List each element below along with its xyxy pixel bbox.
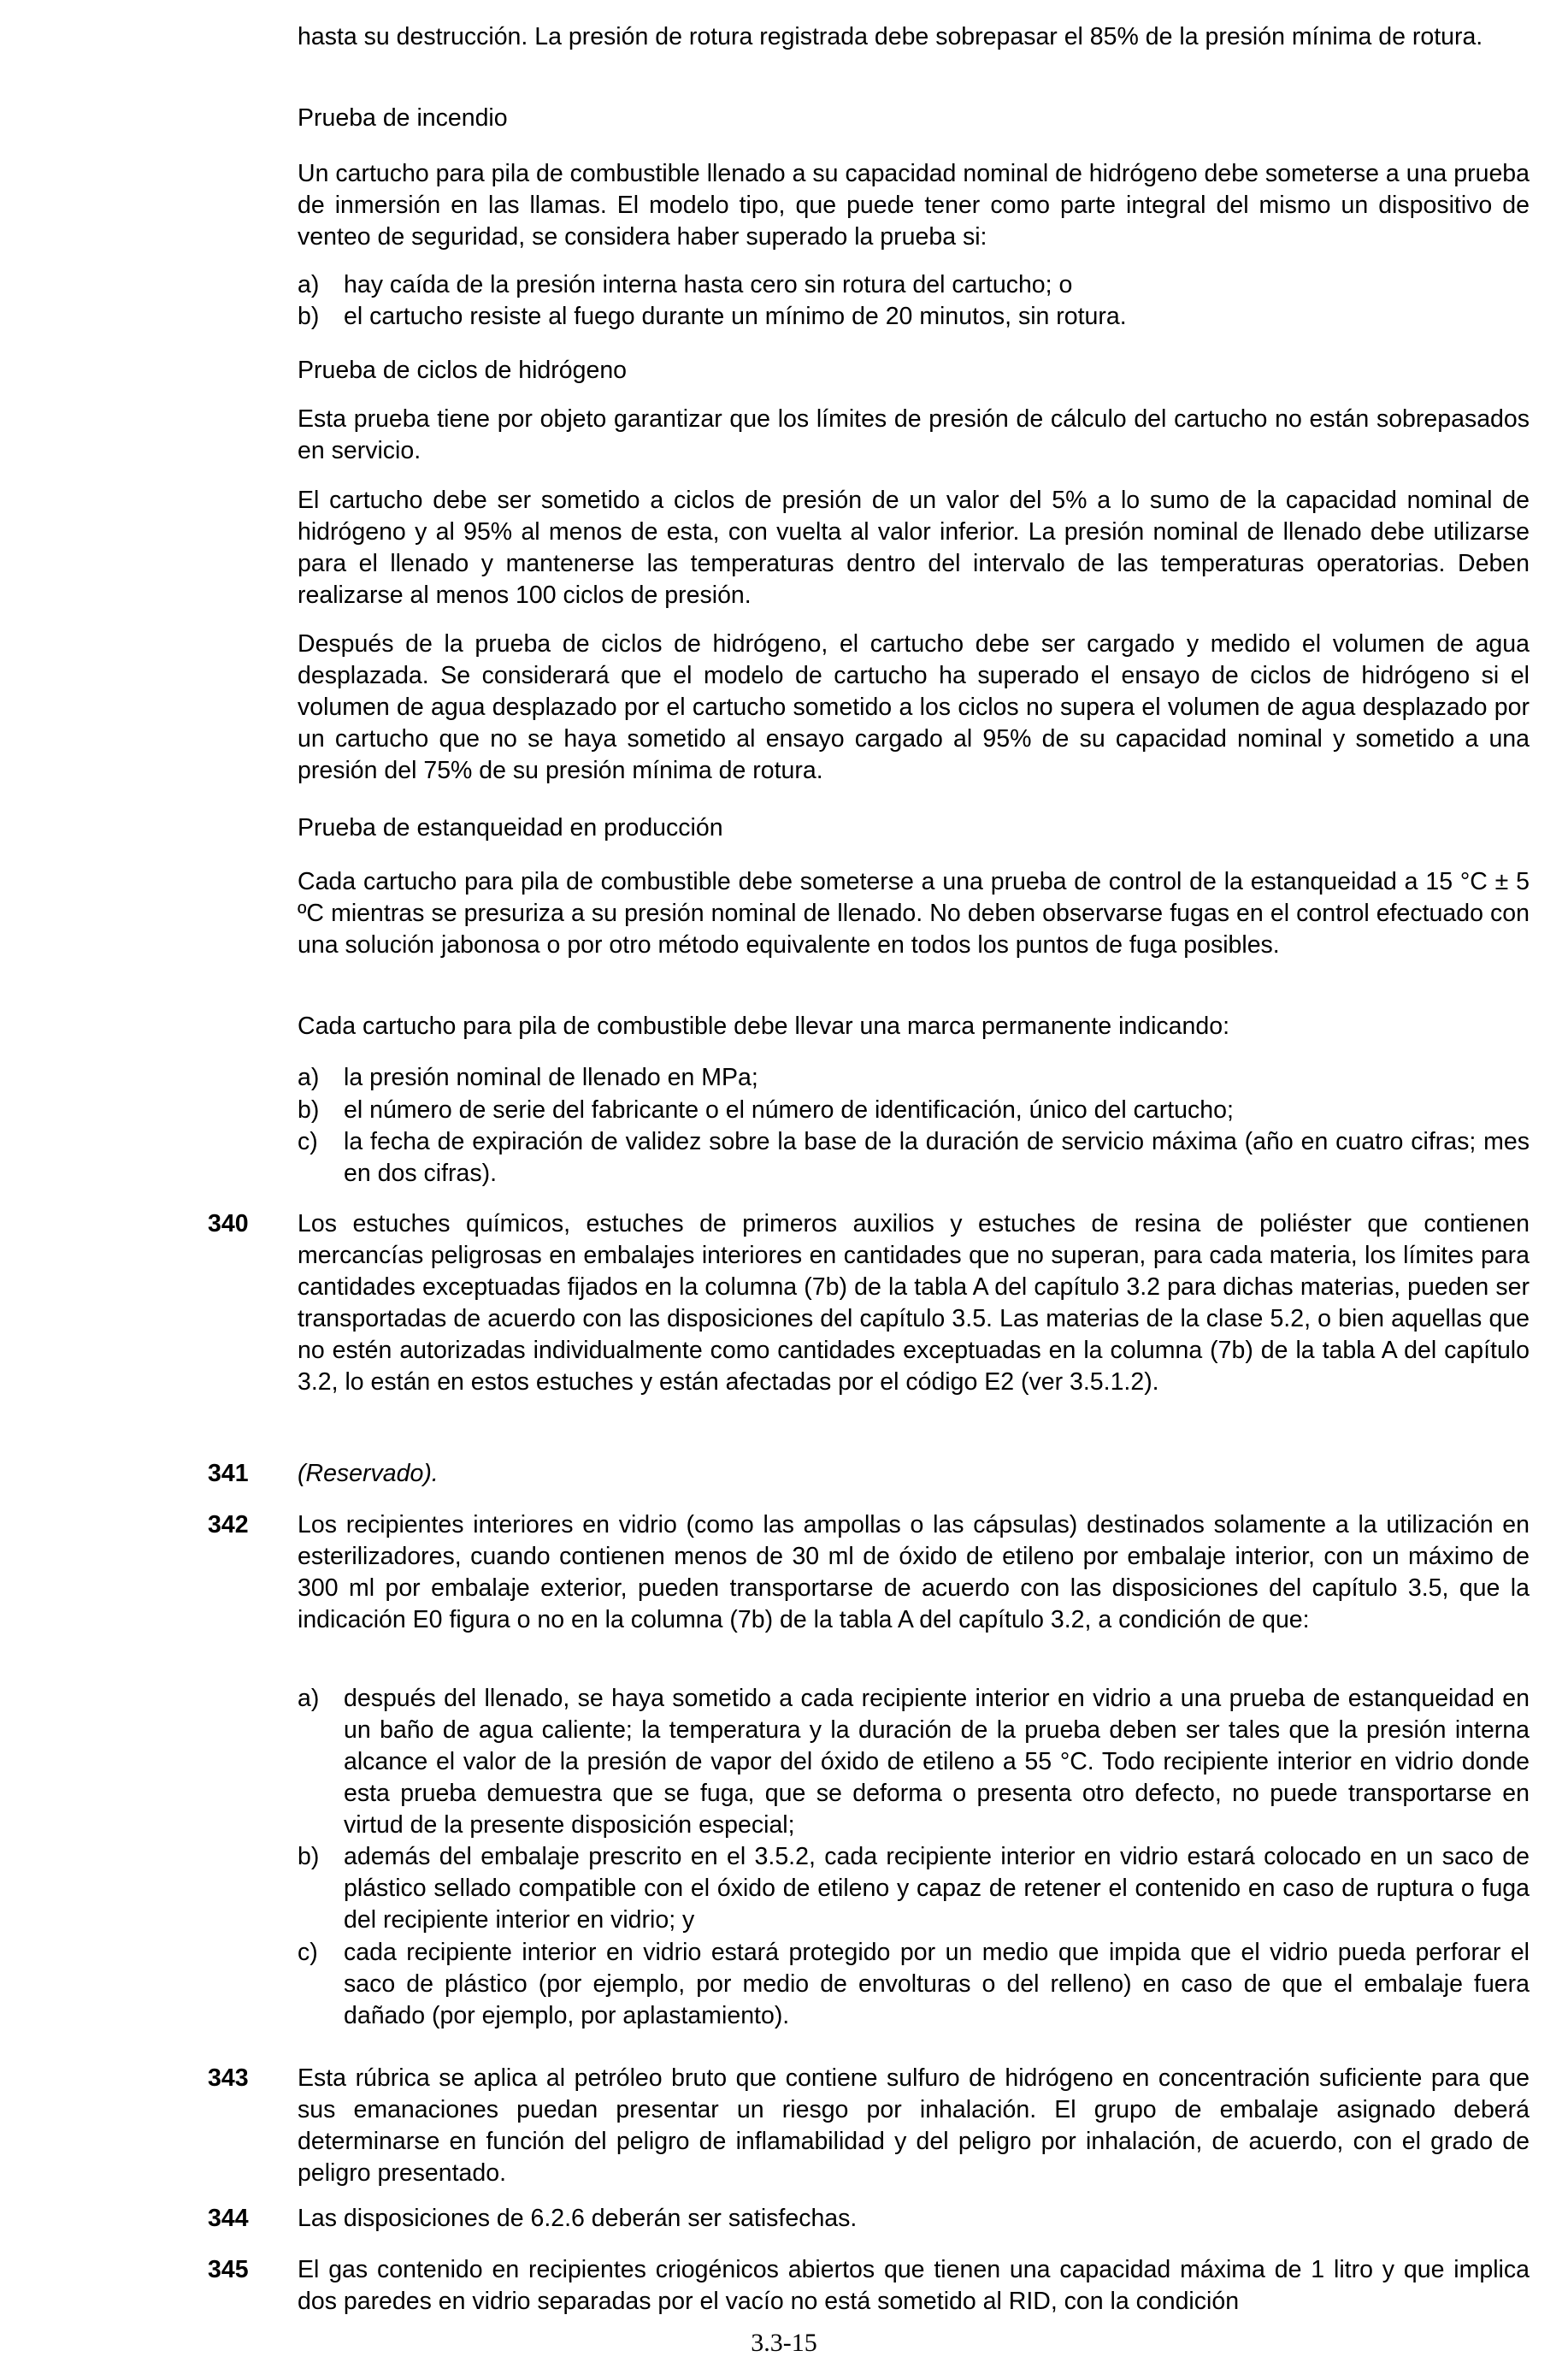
paragraph: Esta rúbrica se aplica al petróleo bruto que contiene sulfuro de hidrógeno en concentración suficiente para que sus emanaciones puedan presentar un riesgo por inhalación. El grupo de embalaje asignado deberá determinarse en función del peligro de inflamabilidad y del peligro por inhalación, de acuerdo, con el grado de peligro presentado. [298, 2064, 1530, 2187]
section-heading-leak-test: Prueba de estanqueidad en producción [298, 814, 723, 842]
paragraph: Los recipientes interiores en vidrio (como las ampollas o las cápsulas) destinados solamente a la utilización en esterilizadores, cuando contienen menos de 30 ml de óxido de etileno por embalaje interior, con un máximo de 300 ml por embalaje exterior, pueden transportarse de acuerdo con las disposiciones del capítulo 3.5, que la indicación E0 figura o no en la columna (7b) de la tabla A del capítulo 3.2, a condición de que: [298, 1511, 1530, 1633]
special-provision-number: 344 [208, 2205, 249, 2232]
special-provision-number: 343 [208, 2064, 249, 2092]
special-provision-number: 340 [208, 1210, 249, 1237]
list-item: la presión nominal de llenado en MPa; [344, 1064, 758, 1091]
list-item: hay caída de la presión interna hasta cero sin rotura del cartucho; o [344, 271, 1073, 298]
paragraph: Las disposiciones de 6.2.6 deberán ser satisfechas. [298, 2205, 858, 2232]
paragraph: Cada cartucho para pila de combustible debe someterse a una prueba de control de la estanqueidad a 15 °C ± 5 ºC mientras se presuriza a su presión nominal de llenado. No deben observarse fugas en el control efectuado con una solución jabonosa o por otro método equivalente en todos los puntos de fuga posibles. [298, 868, 1530, 959]
paragraph: (Reservado). [298, 1460, 439, 1487]
list-label: b) [298, 303, 320, 330]
paragraph: Un cartucho para pila de combustible llenado a su capacidad nominal de hidrógeno debe someterse a una prueba de inmersión en las llamas. El modelo tipo, que puede tener como parte integral del mismo un dispositivo de venteo de seguridad, se considera haber superado la prueba si: [298, 160, 1530, 251]
section-heading-fire-test: Prueba de incendio [298, 104, 508, 132]
list-item: el cartucho resiste al fuego durante un mínimo de 20 minutos, sin rotura. [344, 303, 1127, 330]
list-item: además del embalaje prescrito en el 3.5.2, cada recipiente interior en vidrio estará colocado en un saco de plástico sellado compatible con el óxido de etileno y capaz de retener el contenido en caso de ruptura o fuga del recipiente interior en vidrio; y [344, 1843, 1530, 1934]
paragraph: Después de la prueba de ciclos de hidrógeno, el cartucho debe ser cargado y medido el volumen de agua desplazada. Se considerará que el modelo de cartucho ha superado el ensayo de ciclos de hidrógeno si el volumen de agua desplazado por el cartucho sometido a los ciclos no supera el volumen de agua desplazado por un cartucho que no se haya sometido al ensayo cargado al 95% de su capacidad nominal y sometido a una presión del 75% de su presión mínima de rotura. [298, 630, 1530, 784]
list-label: b) [298, 1843, 320, 1870]
paragraph: El cartucho debe ser sometido a ciclos de presión de un valor del 5% a lo sumo de la capacidad nominal de hidrógeno y al 95% al menos de esta, con vuelta al valor inferior. La presión nominal de llenado debe utilizarse para el llenado y mantenerse las temperaturas dentro del intervalo de las temperaturas operatorias. Deben realizarse al menos 100 ciclos de presión. [298, 487, 1530, 609]
paragraph: Los estuches químicos, estuches de primeros auxilios y estuches de resina de poliéster que contienen mercancías peligrosas en embalajes interiores en cantidades que no superan, para cada materia, los límites para cantidades exceptuadas fijados en la columna (7b) de la tabla A del capítulo 3.2 para dichas materias, pueden ser transportadas de acuerdo con las disposiciones del capítulo 3.5. Las materias de la clase 5.2, o bien aquellas que no estén autorizadas individualmente como cantidades exceptuadas en la columna (7b) de la tabla A del capítulo 3.2, lo están en estos estuches y están afectadas por el código E2 (ver 3.5.1.2). [298, 1210, 1530, 1396]
special-provision-number: 342 [208, 1511, 249, 1538]
paragraph: Esta prueba tiene por objeto garantizar que los límites de presión de cálculo del cartucho no están sobrepasados en servicio. [298, 405, 1530, 464]
paragraph: El gas contenido en recipientes criogénicos abiertos que tienen una capacidad máxima de 1 litro y que implica dos paredes en vidrio separadas por el vacío no está sometido al RID, con la condición [298, 2256, 1530, 2315]
list-item: la fecha de expiración de validez sobre la base de la duración de servicio máxima (año en cuatro cifras; mes en dos cifras). [344, 1128, 1530, 1187]
list-item: cada recipiente interior en vidrio estará protegido por un medio que impida que el vidrio pueda perforar el saco de plástico (por ejemplo, por medio de envolturas o del relleno) en caso de que el embalaje fuera dañado (por ejemplo, por aplastamiento). [344, 1939, 1530, 2029]
list-label: b) [298, 1096, 320, 1124]
list-item: el número de serie del fabricante o el número de identificación, único del cartucho; [344, 1096, 1234, 1124]
section-heading-hydrogen-cycle-test: Prueba de ciclos de hidrógeno [298, 357, 628, 384]
list-label: c) [298, 1939, 318, 1966]
list-label: a) [298, 1064, 320, 1091]
list-label: c) [298, 1128, 318, 1155]
special-provision-number: 341 [208, 1460, 249, 1487]
list-label: a) [298, 1685, 320, 1712]
paragraph: Cada cartucho para pila de combustible debe llevar una marca permanente indicando: [298, 1013, 1229, 1040]
paragraph: hasta su destrucción. La presión de rotura registrada debe sobrepasar el 85% de la presión mínima de rotura. [298, 23, 1483, 50]
list-item: después del llenado, se haya sometido a cada recipiente interior en vidrio a una prueba de estanqueidad en un baño de agua caliente; la temperatura y la duración de la prueba deben ser tales que la presión interna alcance el valor de la presión de vapor del óxido de etileno a 55 °C. Todo recipiente interior en vidrio donde esta prueba demuestra que se fuga, que se deforma o presenta otro defecto, no puede transportarse en virtud de la presente disposición especial; [344, 1685, 1530, 1839]
page-number: 3.3-15 [751, 2329, 817, 2357]
special-provision-number: 345 [208, 2256, 249, 2283]
list-label: a) [298, 271, 320, 298]
